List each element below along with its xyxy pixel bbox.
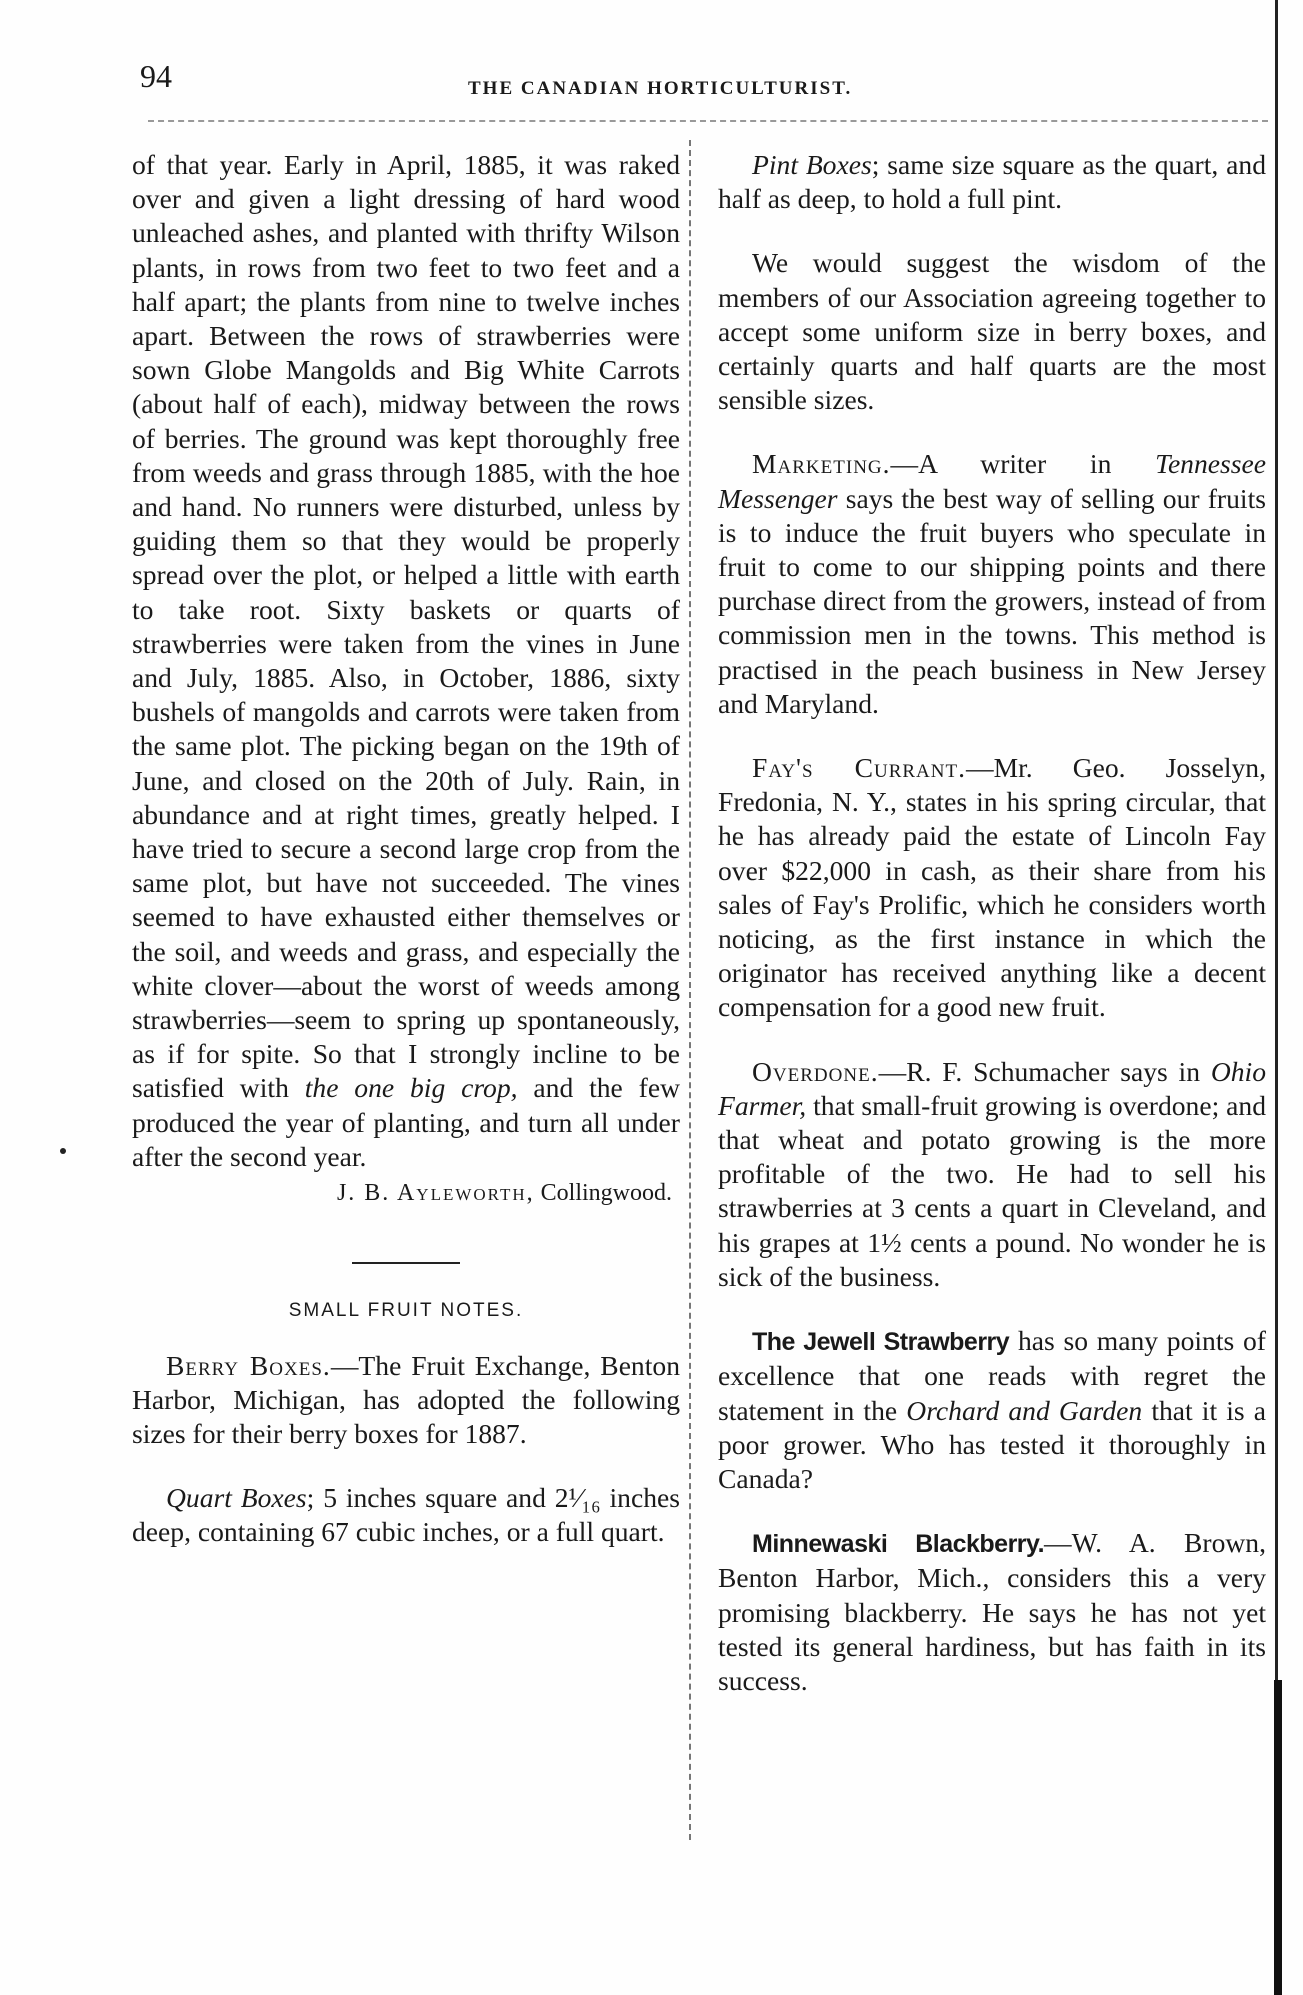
fays-currant-paragraph [718, 751, 1266, 1025]
marketing-text: says the best way of selling our fruits is to induce the fruit buyers who speculate in fruit to come to our shipping points and there purchase direct from the growers, instead of from commission men in the towns. This method is practised in the peach business in New Jersey and Maryland. [718, 482, 1266, 719]
letter-paragraph [132, 148, 680, 1174]
jewell-source: Orchard and Garden [906, 1394, 1143, 1426]
pint-boxes-text: ; same size square as the quart, and half as deep, to hold a full pint. [718, 149, 1266, 215]
running-title: THE CANADIAN HORTICULTURIST. [468, 78, 853, 99]
marketing-source: Tennessee Messenger [718, 448, 1266, 514]
overdone-intro: —R. F. Schumacher says in [878, 1055, 1201, 1087]
letter-closing: and the few produced the year of planting, and turn all under after the second year. [132, 1072, 681, 1172]
marketing-intro: —A writer in [890, 448, 1112, 480]
stray-mark [60, 1148, 66, 1154]
section-title: SMALL FRUIT NOTES. [288, 1300, 524, 1322]
marketing-paragraph [718, 447, 1266, 721]
signature-name: J. B. Aylewortн, [336, 1180, 535, 1207]
jewell-paragraph [718, 1324, 1266, 1496]
jewell-lead: The Jewell Strawberry [752, 1328, 1010, 1357]
marketing-lead: Marketing. [752, 448, 891, 480]
left-column [132, 148, 680, 1550]
berry-boxes-lead: Berry Boxes. [166, 1349, 331, 1381]
berry-boxes-text: —The Fruit Exchange, Benton Harbor, Michigan, has adopted the following sizes for their berry boxes for 1887. [132, 1349, 680, 1449]
quart-boxes-text: ; 5 inches square and 2¹⁄₁₆ inches deep, containing 67 cubic inches, or a full quart. [132, 1482, 680, 1548]
header-rule [148, 120, 1268, 122]
signature-place: Collingwood. [540, 1180, 672, 1207]
overdone-source: Ohio Farmer, [718, 1055, 1266, 1121]
fays-currant-lead: Fay's Currant. [752, 752, 967, 784]
overdone-text: that small-fruit growing is overdone; and that wheat and potato growing is the more profitable of the two. He had to sell his strawberries at 3 cents a quart in Cleveland, and his grapes at 1½ cents a pound. No wonder he is sick of the business. [718, 1089, 1266, 1292]
pint-boxes-paragraph [718, 148, 1266, 216]
quart-boxes-paragraph [132, 1481, 680, 1549]
berry-boxes-paragraph [132, 1349, 680, 1452]
minnewaski-lead: Minnewaski Blackberry. [752, 1530, 1045, 1559]
section-divider [352, 1262, 460, 1264]
suggestion-paragraph: We would suggest the wisdom of the members of our Association agreeing together to accept some uniform size in berry boxes, and certainly quarts and half quarts are the most sensible sizes. [718, 247, 1266, 416]
letter-emphasis: the one big crop, [304, 1072, 518, 1104]
page-edge-shadow [1274, 1680, 1282, 1995]
pint-boxes-lead: Pint Boxes [752, 149, 872, 180]
page-number: 94 [140, 58, 172, 94]
minnewaski-paragraph [718, 1526, 1266, 1698]
overdone-lead: Overdone. [752, 1055, 879, 1087]
right-column [718, 148, 1266, 1698]
letter-text: of that year. Early in April, 1885, it was raked over and given a light dressing of hard wood unleached ashes, and planted with thrifty Wilson plants, in rows from two feet to two feet and a half apart; the plants from nine to twelve inches apart. Between the rows of strawberries were sown Globe Mangolds and Big White Carrots (about half of each), midway between the rows of berries. The ground was kept thoroughly free from weeds and grass through 1885, with the hoe and hand. No runners were disturbed, unless by guiding them so that they would be properly spread over the plot, or helped a little with earth to take root. Sixty baskets or quarts of strawberries were taken from the vines in June and July, 1885. Also, in October, 1886, sixty bushels of mangolds and carrots were taken from the same plot. The picking began on the 19th of June, and closed on the 20th of July. Rain, in abundance and at right times, greatly helped. I have tried to secure a second large crop from the same plot, but have not succeeded. The vines seemed to have exhausted either themselves or the soil, and weeds and grass, and especially the white clover—about the worst of weeds among strawberries—seem to spring up spontaneously, as if for spite. So that I strongly incline to be satisfied with [132, 149, 680, 1104]
signature [132, 1176, 680, 1210]
jewell-text: that it is a poor grower. Who has tested it thoroughly in Canada? [718, 1394, 1267, 1494]
minnewaski-text: —W. A. Brown, Benton Harbor, Mich., considers this a very promising blackberry. He says he has not yet tested its general hardiness, but has faith in its success. [718, 1527, 1266, 1696]
fays-currant-text: —Mr. Geo. Josselyn, Fredonia, N. Y., states in his spring circular, that he has already paid the estate of Lincoln Fay over $22,000 in cash, as their share from his sales of Fay's Prolific, which he considers worth noticing, as the first instance in which the originator has received anything like a decent compensation for a good new fruit. [718, 752, 1267, 1023]
column-divider [689, 140, 691, 1840]
quart-boxes-lead: Quart Boxes [166, 1482, 307, 1514]
jewell-intro: has so many points of excellence that one reads with regret the statement in the [718, 1325, 1266, 1426]
overdone-paragraph [718, 1055, 1266, 1294]
